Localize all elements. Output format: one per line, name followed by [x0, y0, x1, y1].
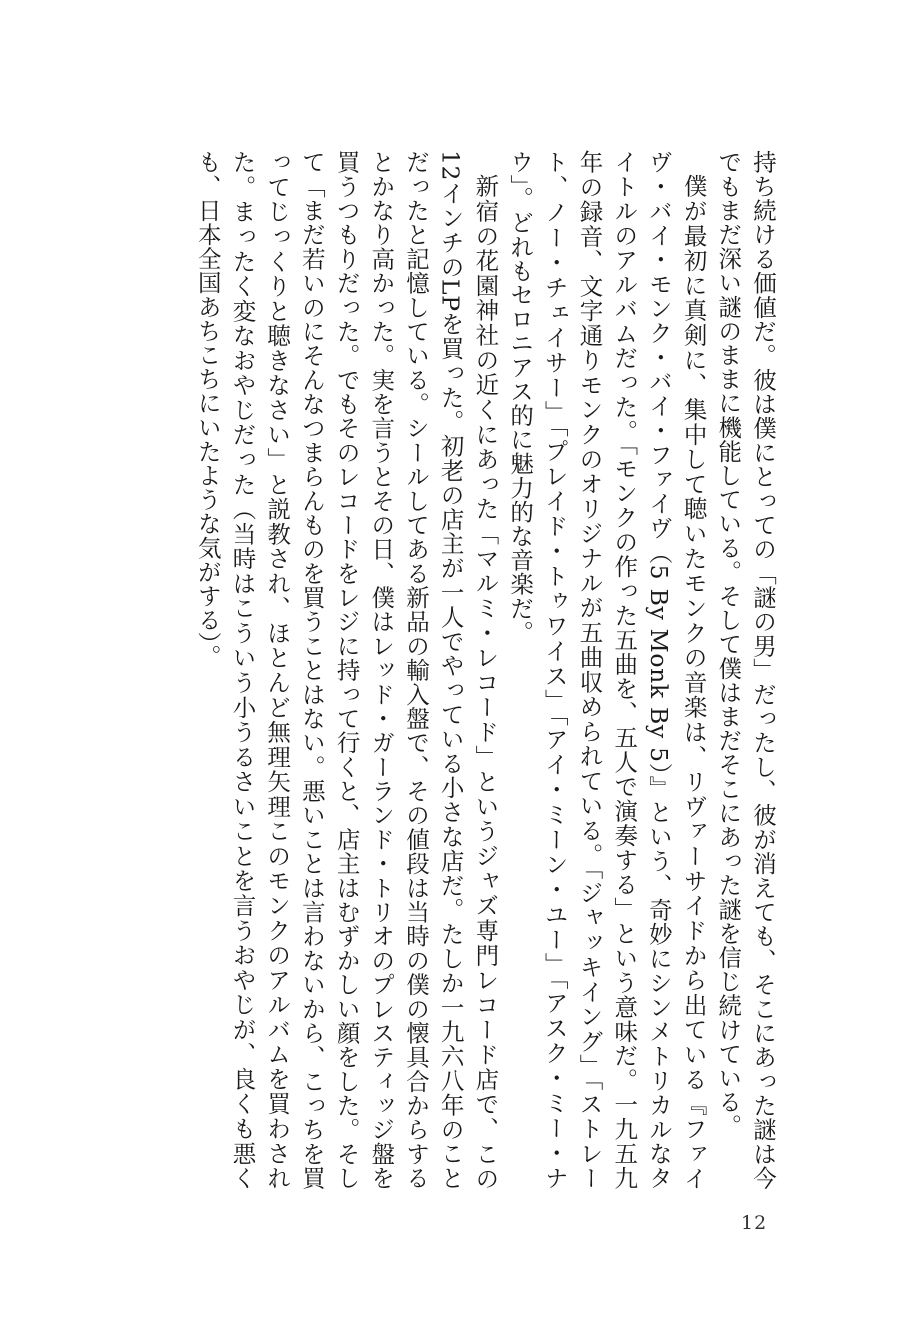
paragraph-continued: 持ち続ける価値だ。彼は僕にとっての「謎の男」だったし、彼が消えても、そこにあった謎は今でもまだ深い謎のままに機能している。そして僕はまだそこにあった謎を信じ続けている。	[714, 150, 777, 1190]
paragraph-five-by-monk: 僕が最初に真剣に、集中して聴いたモンクの音楽は、リヴァーサイドから出ている『ファイヴ・バイ・モンク・バイ・ファイヴ（5 By Monk By 5）』という、奇妙にシンメトリカルなタイトルのアルバムだった。「モンクの作った五曲を、五人で演奏する」という意味だ。一九五九年の録音、文字通りモンクのオリジナルが五曲収められている。「ジャッキイング」「ストレート、ノー・チェイサー」「プレイド・トゥワイス」「アイ・ミーン・ユー」「アスク・ミー・ナウ」。どれもセロニアス的に魅力的な音楽だ。	[506, 150, 708, 1190]
paragraph-marumi-record: 新宿の花園神社の近くにあった「マルミ・レコード」というジャズ専門レコード店で、この12インチのLPを買った。初老の店主が一人でやっている小さな店だ。たしか一九六八年のことだったと記憶している。シールしてある新品の輸入盤で、その値段は当時の僕の懐具合からするとかなり高かった。実を言うとその日、僕はレッド・ガーランド・トリオのプレスティッジ盤を買うつもりだった。でもそのレコードをレジに持って行くと、店主はむずかしい顔をした。そして「まだ若いのにそんなつまらんものを買うことはない。悪いことは言わないから、こっちを買ってじっくりと聴きなさい」と説教され、ほとんど無理矢理このモンクのアルバムを買わされた。まったく変なおやじだった（当時はこういう小うるさいことを言うおやじが、良くも悪くも、日本全国あちこちにいたような気がする）。	[193, 150, 500, 1190]
page-number: 12	[741, 1212, 768, 1234]
body-text	[80, 150, 780, 1190]
